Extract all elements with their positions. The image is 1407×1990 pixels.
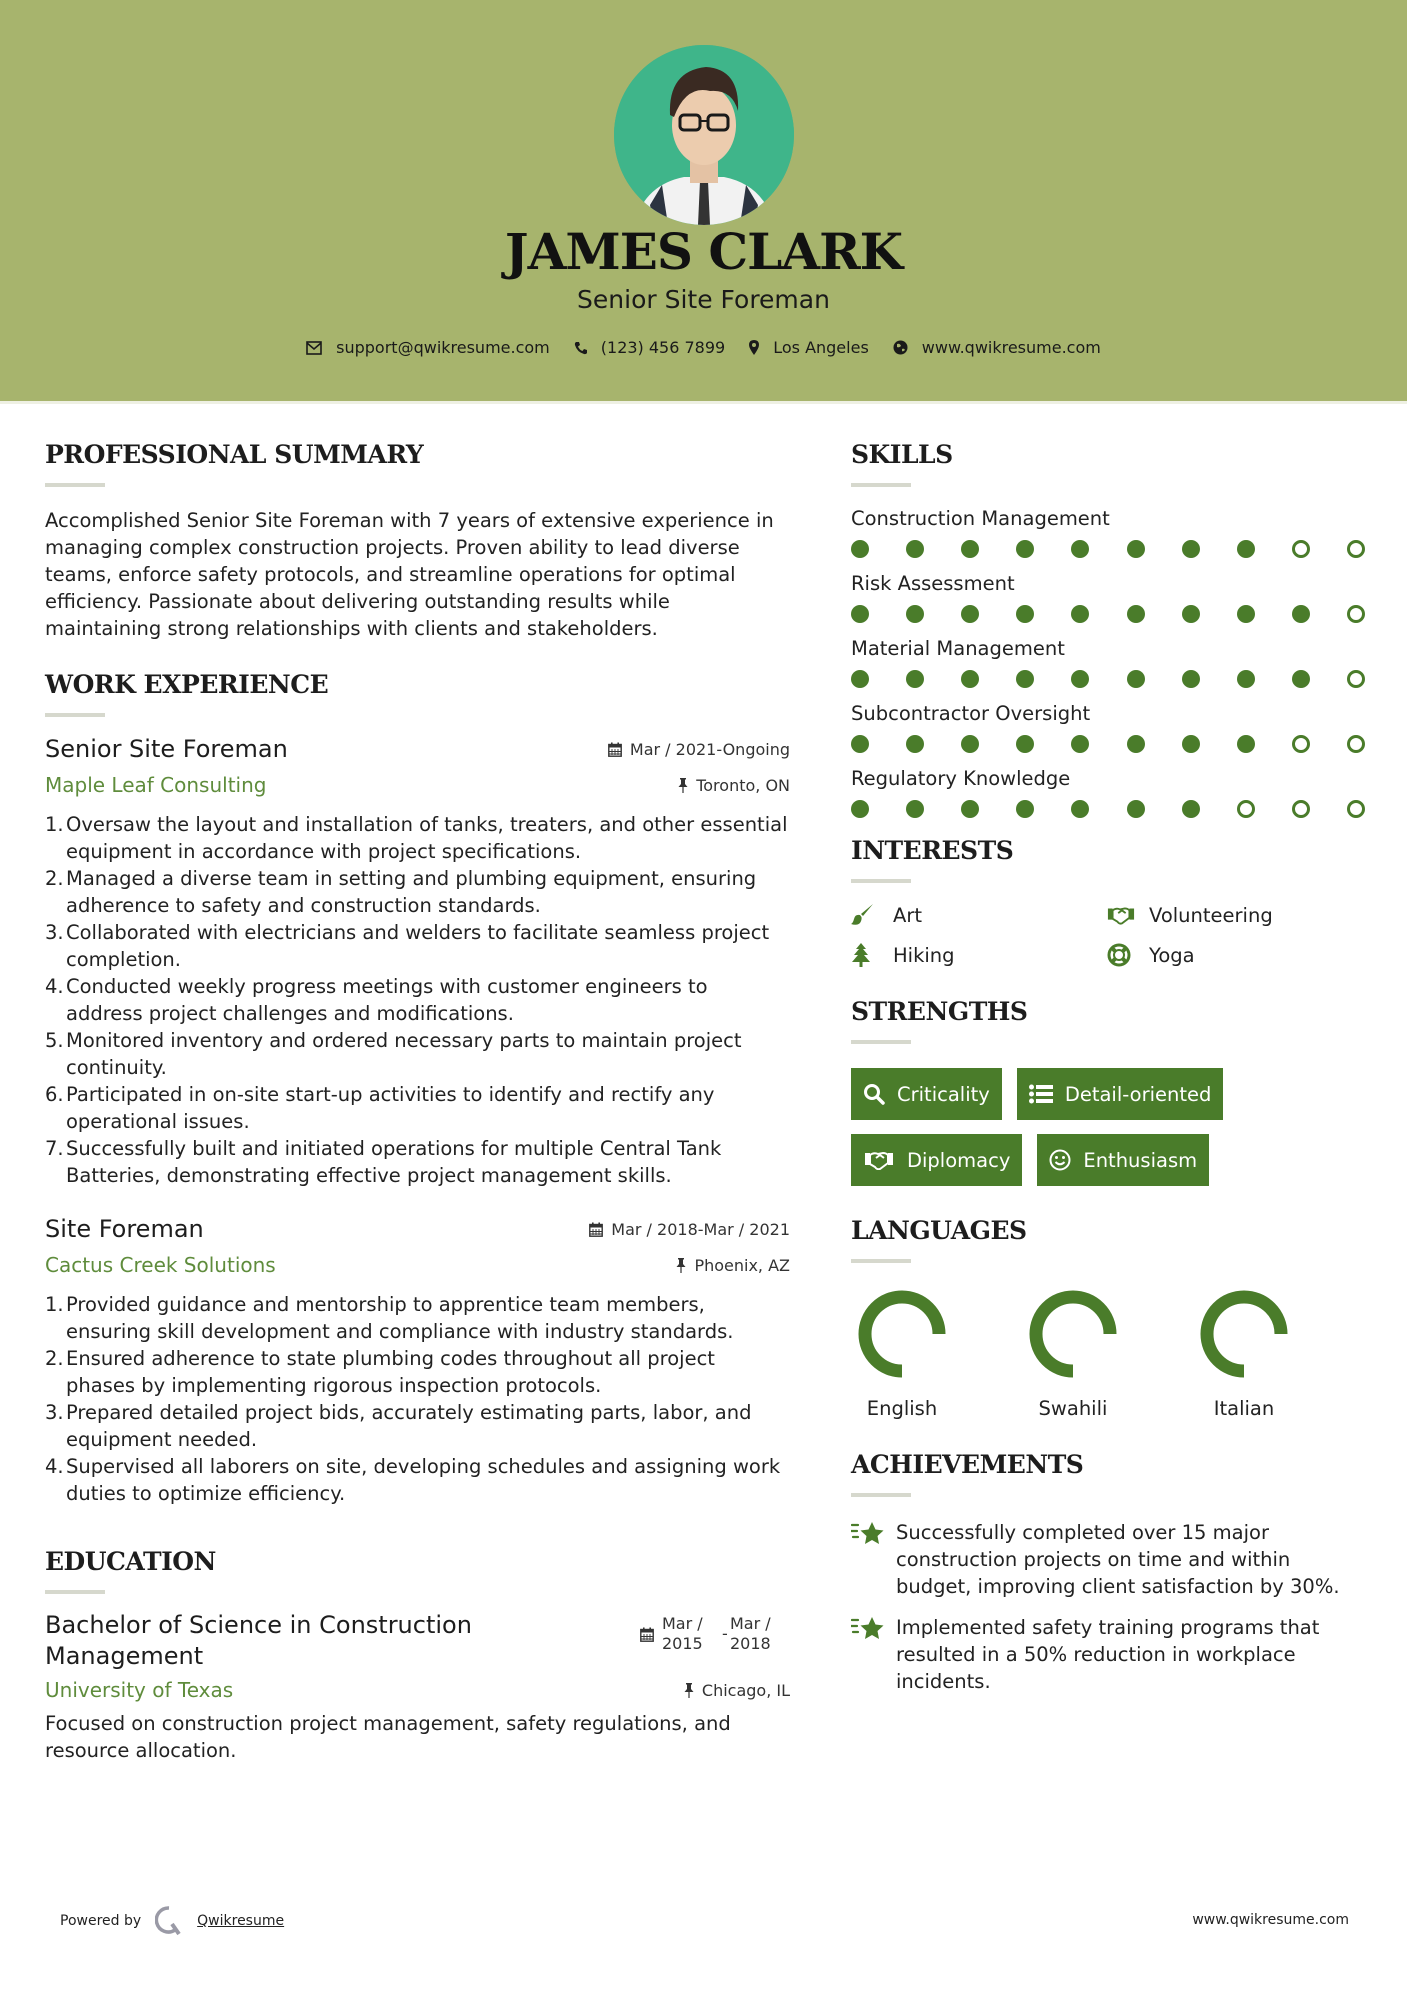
- job-bullet: 4. Supervised all laborers on site, developing schedules and assigning work duties to optimize efficiency.: [45, 1455, 781, 1505]
- education-end: Mar / 2018: [730, 1614, 771, 1653]
- rating-dot-filled-icon: [1016, 735, 1034, 753]
- rating-dot-filled-icon: [1071, 540, 1089, 558]
- rating-dot-filled-icon: [1127, 670, 1145, 688]
- rating-dot-filled-icon: [906, 540, 924, 558]
- section-divider: [851, 1040, 911, 1044]
- rating-dot-filled-icon: [1237, 540, 1255, 558]
- contact-phone-text: (123) 456 7899: [600, 338, 726, 357]
- achievements-section: [851, 1450, 1371, 1695]
- rating-dot-filled-icon: [851, 540, 869, 558]
- job-location: Toronto, ON: [678, 776, 790, 795]
- job-location: Phoenix, AZ: [676, 1256, 790, 1275]
- profile-photo: [614, 45, 794, 225]
- section-divider: [45, 1590, 105, 1594]
- job-entry: [45, 735, 790, 1189]
- section-divider: [851, 879, 911, 883]
- rating-dot-filled-icon: [1182, 800, 1200, 818]
- page-footer: [0, 1900, 1407, 1940]
- language-item: English: [851, 1289, 1022, 1420]
- company-name: Cactus Creek Solutions: [45, 1253, 276, 1277]
- rating-dot-filled-icon: [1182, 540, 1200, 558]
- rating-dot-empty-icon: [1292, 540, 1310, 558]
- job-bullet: 3. Prepared detailed project bids, accurately estimating parts, labor, and equipment needed.: [45, 1401, 752, 1451]
- achievement-item: Successfully completed over 15 major construction projects on time and within budget, improving client satisfaction by 30%.: [851, 1519, 1371, 1600]
- rating-dot-filled-icon: [1071, 670, 1089, 688]
- job-bullet: 2. Managed a diverse team in setting and plumbing equipment, ensuring adherence to safety and construction standards.: [45, 867, 757, 917]
- contact-email[interactable]: [306, 338, 550, 357]
- education-start: Mar / 2015: [662, 1614, 703, 1653]
- section-title-skills: SKILLS: [851, 440, 953, 469]
- contact-website[interactable]: [893, 338, 1101, 357]
- skill-item: [851, 507, 1371, 558]
- rating-dot-filled-icon: [906, 605, 924, 623]
- rating-dot-empty-icon: [1347, 735, 1365, 753]
- tree-icon: [851, 943, 879, 967]
- handshake-icon: [1107, 905, 1135, 925]
- rating-dot-filled-icon: [1237, 670, 1255, 688]
- rating-dot-filled-icon: [851, 670, 869, 688]
- map-marker-icon: [749, 340, 759, 355]
- language-progress-ring: [857, 1289, 947, 1379]
- job-bullets: [45, 1291, 790, 1507]
- rating-dot-filled-icon: [906, 800, 924, 818]
- skill-item: [851, 702, 1371, 753]
- job-bullet: 4. Conducted weekly progress meetings with customer engineers to address project challenges and modifications.: [45, 975, 708, 1025]
- strength-chip: Enthusiasm: [1037, 1134, 1209, 1186]
- section-title-achievements: ACHIEVEMENTS: [851, 1450, 1084, 1479]
- calendar-icon: [608, 742, 622, 757]
- section-divider: [851, 483, 911, 487]
- rating-dot-filled-icon: [851, 605, 869, 623]
- rating-dot-filled-icon: [906, 735, 924, 753]
- section-divider: [45, 483, 105, 487]
- shooting-star-icon: [851, 1519, 896, 1600]
- rating-dot-filled-icon: [961, 605, 979, 623]
- skill-name: Risk Assessment: [851, 572, 1015, 595]
- rating-dot-filled-icon: [1016, 540, 1034, 558]
- right-column: [851, 440, 1371, 1709]
- rating-dot-filled-icon: [961, 735, 979, 753]
- rating-dot-filled-icon: [961, 670, 979, 688]
- skills-section: [851, 440, 1371, 818]
- rating-dot-empty-icon: [1237, 800, 1255, 818]
- rating-dot-filled-icon: [1127, 605, 1145, 623]
- skill-rating: [851, 540, 1365, 558]
- interest-item: Yoga: [1107, 943, 1363, 967]
- rating-dot-filled-icon: [1237, 735, 1255, 753]
- rating-dot-filled-icon: [1016, 605, 1034, 623]
- section-title-languages: LANGUAGES: [851, 1216, 1027, 1245]
- handshake-icon: [863, 1150, 895, 1170]
- skill-rating: [851, 670, 1365, 688]
- rating-dot-filled-icon: [961, 540, 979, 558]
- calendar-icon: [589, 1222, 603, 1237]
- job-bullet: 2. Ensured adherence to state plumbing codes throughout all project phases by implementing rigorous inspection protocols.: [45, 1347, 715, 1397]
- skill-name: Subcontractor Oversight: [851, 702, 1091, 725]
- strength-chip: Diplomacy: [851, 1134, 1022, 1186]
- job-bullets: [45, 811, 790, 1189]
- education-description: Focused on construction project management, safety regulations, and resource allocation.: [45, 1712, 731, 1762]
- rating-dot-empty-icon: [1347, 540, 1365, 558]
- section-divider: [45, 713, 105, 717]
- rating-dot-filled-icon: [1292, 670, 1310, 688]
- education-dates: Mar / 2015 - Mar / 2018: [640, 1614, 790, 1654]
- skill-rating: [851, 605, 1365, 623]
- interest-item: Volunteering: [1107, 903, 1363, 927]
- skill-item: [851, 637, 1371, 688]
- summary-text: Accomplished Senior Site Foreman with 7 years of extensive experience in managing complex construction projects. Proven ability to lead diverse teams, enforce safety protocols, and streamline operations for optimal efficiency. Passionate about delivering outstanding results while maintaining strong relationships with clients and stakeholders.: [45, 509, 774, 640]
- resume-header: [0, 0, 1407, 404]
- degree-title: Bachelor of Science in Construction Management: [45, 1611, 472, 1670]
- strength-chip: Detail-oriented: [1017, 1068, 1224, 1120]
- section-title-strengths: STRENGTHS: [851, 997, 1028, 1026]
- qwikresume-logo-icon: [155, 1906, 183, 1936]
- rating-dot-filled-icon: [1016, 670, 1034, 688]
- rating-dot-filled-icon: [906, 670, 924, 688]
- life-ring-icon: [1107, 943, 1135, 967]
- section-title-interests: INTERESTS: [851, 836, 1014, 865]
- job-bullet: 1. Provided guidance and mentorship to apprentice team members, ensuring skill development and compliance with industry standards.: [45, 1293, 734, 1343]
- school-name: University of Texas: [45, 1678, 234, 1702]
- rating-dot-filled-icon: [1016, 800, 1034, 818]
- summary-section: [45, 440, 790, 642]
- skill-rating: [851, 735, 1365, 753]
- job-dates: Mar / 2018-Mar / 2021: [589, 1220, 790, 1239]
- job-bullet: 7. Successfully built and initiated operations for multiple Central Tank Batteries, demonstrating effective project management skills.: [45, 1137, 722, 1187]
- interest-item: Hiking: [851, 943, 1107, 967]
- section-title-experience: WORK EXPERIENCE: [45, 670, 329, 699]
- rating-dot-filled-icon: [1182, 605, 1200, 623]
- skills-list: [851, 507, 1371, 818]
- education-section: [45, 1547, 790, 1764]
- skill-name: Construction Management: [851, 507, 1110, 530]
- rating-dot-filled-icon: [1127, 540, 1145, 558]
- rating-dot-filled-icon: [1182, 670, 1200, 688]
- language-progress-ring: [1028, 1289, 1118, 1379]
- company-name: Maple Leaf Consulting: [45, 773, 267, 797]
- interest-item: Art: [851, 903, 1107, 927]
- rating-dot-filled-icon: [961, 800, 979, 818]
- shooting-star-icon: [851, 1614, 896, 1695]
- job-bullet: 6. Participated in on-site start-up activities to identify and rectify any operational issues.: [45, 1083, 715, 1133]
- envelope-icon: [306, 341, 322, 355]
- language-item: Swahili: [1022, 1289, 1193, 1420]
- phone-icon: [574, 341, 587, 355]
- achievement-item: Implemented safety training programs that resulted in a 50% reduction in workplace incidents.: [851, 1614, 1371, 1695]
- pushpin-icon: [676, 1258, 686, 1273]
- rating-dot-filled-icon: [1071, 800, 1089, 818]
- globe-icon: [893, 340, 908, 355]
- contact-location: [749, 338, 869, 357]
- education-location: Chicago, IL: [684, 1681, 790, 1700]
- powered-by: Powered by Qwikresume: [60, 1906, 284, 1936]
- calendar-icon: [640, 1627, 654, 1642]
- job-dates: Mar / 2021-Ongoing: [608, 740, 790, 759]
- pushpin-icon: [678, 778, 688, 793]
- section-title-education: EDUCATION: [45, 1547, 216, 1576]
- contact-website-text: www.qwikresume.com: [921, 338, 1101, 357]
- rating-dot-empty-icon: [1347, 605, 1365, 623]
- skill-name: Regulatory Knowledge: [851, 767, 1071, 790]
- rating-dot-filled-icon: [1292, 605, 1310, 623]
- rating-dot-filled-icon: [851, 800, 869, 818]
- strengths-section: [851, 997, 1371, 1186]
- smile-icon: [1049, 1149, 1071, 1171]
- interests-section: [851, 836, 1371, 967]
- rating-dot-filled-icon: [1127, 800, 1145, 818]
- skill-item: [851, 767, 1371, 818]
- skill-item: [851, 572, 1371, 623]
- language-progress-ring: [1199, 1289, 1289, 1379]
- section-divider: [851, 1259, 911, 1263]
- rating-dot-filled-icon: [1071, 605, 1089, 623]
- search-icon: [863, 1083, 885, 1105]
- job-title: Senior Site Foreman: [45, 735, 288, 763]
- contact-bar: [0, 338, 1407, 357]
- languages-section: [851, 1216, 1371, 1420]
- rating-dot-filled-icon: [1127, 735, 1145, 753]
- rating-dot-filled-icon: [1182, 735, 1200, 753]
- rating-dot-filled-icon: [851, 735, 869, 753]
- pushpin-icon: [684, 1683, 694, 1698]
- section-divider: [851, 1493, 911, 1497]
- rating-dot-filled-icon: [1071, 735, 1089, 753]
- job-title: Site Foreman: [45, 1215, 204, 1243]
- job-bullet: 3. Collaborated with electricians and welders to facilitate seamless project completion.: [45, 921, 770, 971]
- skill-rating: [851, 800, 1365, 818]
- section-title-summary: PROFESSIONAL SUMMARY: [45, 440, 424, 469]
- rating-dot-empty-icon: [1347, 800, 1365, 818]
- rating-dot-empty-icon: [1292, 800, 1310, 818]
- rating-dot-empty-icon: [1347, 670, 1365, 688]
- list-icon: [1029, 1084, 1053, 1104]
- skill-name: Material Management: [851, 637, 1065, 660]
- experience-section: [45, 670, 790, 1507]
- candidate-name: JAMES CLARK: [504, 222, 903, 281]
- candidate-title: Senior Site Foreman: [577, 285, 830, 314]
- left-column: [45, 440, 790, 1764]
- contact-email-text: support@qwikresume.com: [336, 338, 550, 357]
- strength-chip: Criticality: [851, 1068, 1002, 1120]
- qwikresume-link[interactable]: Qwikresume: [197, 1913, 285, 1929]
- language-item: Italian: [1193, 1289, 1364, 1420]
- contact-location-text: Los Angeles: [773, 338, 869, 357]
- job-bullet: 1. Oversaw the layout and installation of tanks, treaters, and other essential equipment in accordance with project specifications.: [45, 813, 788, 863]
- rating-dot-empty-icon: [1292, 735, 1310, 753]
- paintbrush-icon: [851, 903, 879, 927]
- contact-phone[interactable]: [574, 338, 725, 357]
- job-entry: [45, 1215, 790, 1507]
- footer-url-link[interactable]: www.qwikresume.com: [1192, 1912, 1349, 1928]
- rating-dot-filled-icon: [1237, 605, 1255, 623]
- job-bullet: 5. Monitored inventory and ordered necessary parts to maintain project continuity.: [45, 1029, 742, 1079]
